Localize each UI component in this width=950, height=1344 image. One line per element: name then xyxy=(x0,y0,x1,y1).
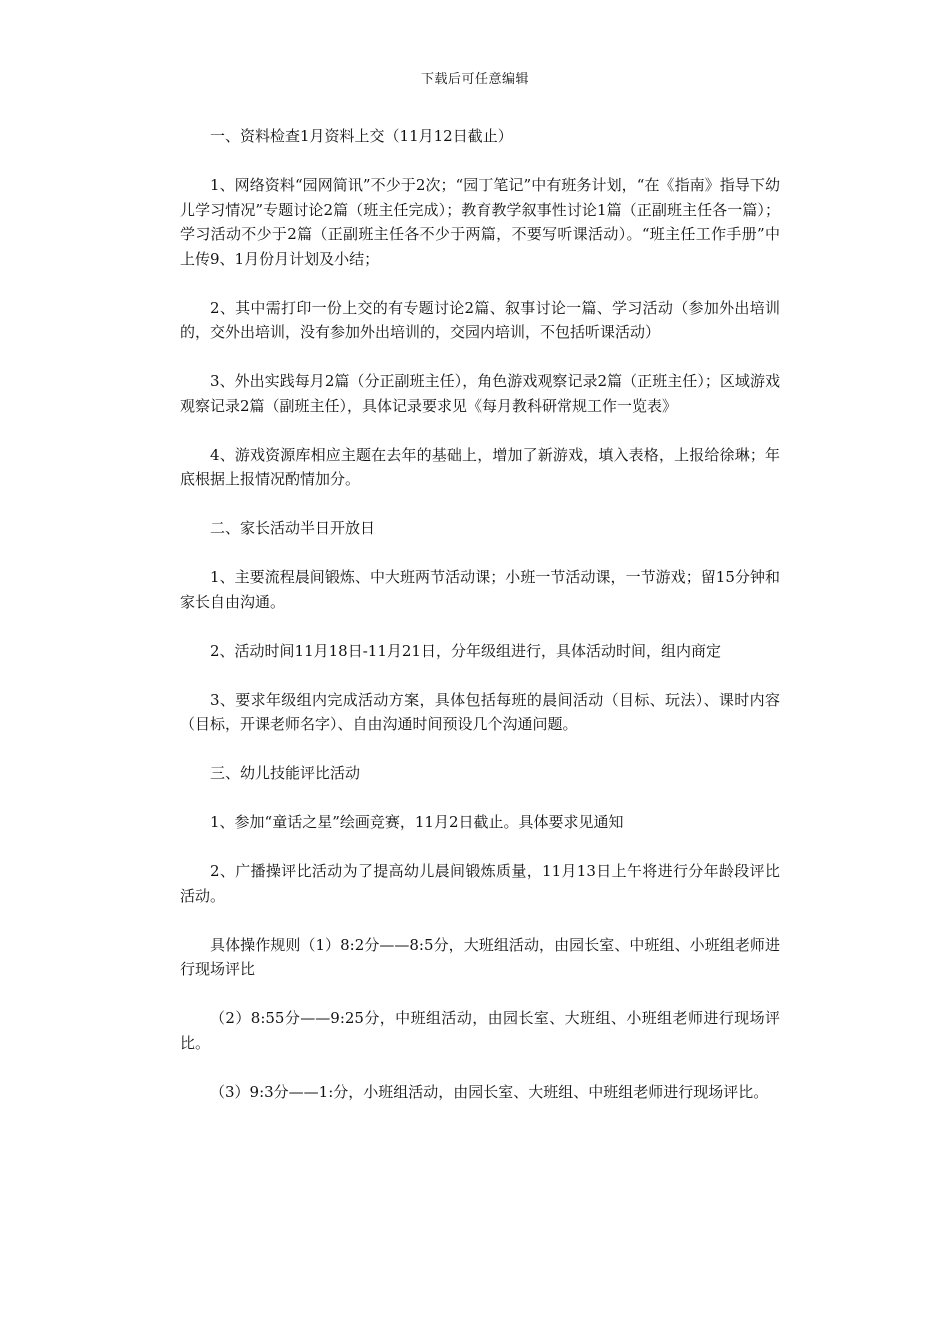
paragraph: 2、广播操评比活动为了提高幼儿晨间锻炼质量，11月13日上午将进行分年龄段评比活动。 xyxy=(180,862,780,905)
page-header: 下载后可任意编辑 xyxy=(420,72,529,87)
paragraph: 3、要求年级组内完成活动方案，具体包括每班的晨间活动（目标、玩法）、课时内容（目标，开课老师名字）、自由沟通时间预设几个沟通问题。 xyxy=(180,690,780,733)
section-heading-2: 二、家长活动半日开放日 xyxy=(210,519,376,537)
paragraph: 3、外出实践每月2篇（分正副班主任），角色游戏观察记录2篇（正班主任）；区域游戏观察记录2篇（副班主任），具体记录要求见《每月教科研常规工作一览表》 xyxy=(180,372,780,415)
section-heading-1: 一、资料检查1月资料上交（11月12日截止） xyxy=(210,127,513,145)
paragraph: 1、参加“童话之星”绘画竞赛，11月2日截止。具体要求见通知 xyxy=(210,813,624,831)
paragraph: 4、游戏资源库相应主题在去年的基础上，增加了新游戏，填入表格，上报给徐琳；年底根据上报情况酌情加分。 xyxy=(180,445,780,488)
paragraph: （2）8:55分——9:25分，中班组活动，由园长室、大班组、小班组老师进行现场评比。 xyxy=(180,1009,780,1052)
paragraph: （3）9:3分——1:分，小班组活动，由园长室、大班组、中班组老师进行现场评比。 xyxy=(210,1082,769,1101)
section-heading-3: 三、幼儿技能评比活动 xyxy=(210,764,361,782)
paragraph: 2、活动时间11月18日-11月21日，分年级组进行，具体活动时间，组内商定 xyxy=(210,641,721,660)
document-body xyxy=(180,124,780,1129)
paragraph: 2、其中需打印一份上交的有专题讨论2篇、叙事讨论一篇、学习活动（参加外出培训的，交外出培训，没有参加外出培训的，交园内培训，不包括听课活动） xyxy=(180,298,780,341)
paragraph: 1、网络资料“园网简讯”不少于2次；“园丁笔记”中有班务计划，“在《指南》指导下幼儿学习情况”专题讨论2篇（班主任完成）；教育教学叙事性讨论1篇（正副班主任各一篇）；学习活动不少于2篇（正副班主任各不少于两篇，不要写听课活动）。“班主任工作手册”中上传9、1月份月计划及小结； xyxy=(180,176,780,268)
paragraph: 1、主要流程晨间锻炼、中大班两节活动课；小班一节活动课，一节游戏；留15分钟和家长自由沟通。 xyxy=(180,568,780,611)
paragraph: 具体操作规则（1）8:2分——8:5分，大班组活动，由园长室、中班组、小班组老师进行现场评比 xyxy=(180,935,780,978)
